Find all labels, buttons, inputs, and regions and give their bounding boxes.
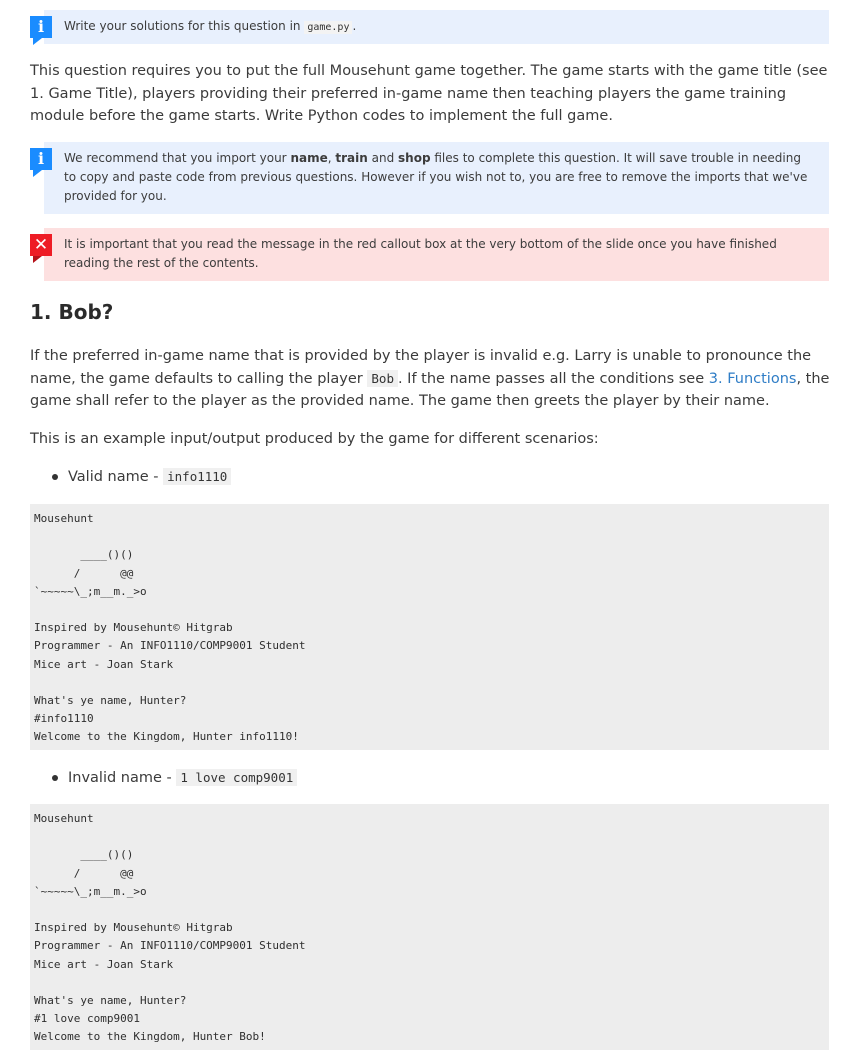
callout-text: Write your solutions for this question in bbox=[64, 19, 305, 33]
callout-text-d: files to complete this question. It will save trouble in needing to copy and paste code from previous questions. However if you wish not to, you are free to remove the imports that we've provided for you. bbox=[64, 151, 808, 203]
code-block-valid: Mousehunt ____()() / @@ `~~~~~\_;m__m._>o Inspired by Mousehunt© Hitgrab Programmer - An INFO1110/COMP9001 Student Mice art - Joan Stark What's ye name, Hunter? #info1110 Welcome to the Kingdom, Hunter info1110! bbox=[30, 504, 829, 750]
info-icon: i bbox=[30, 148, 52, 170]
example-code: info1110 bbox=[163, 468, 231, 485]
train-file-label: train bbox=[335, 151, 368, 165]
close-icon: ✕ bbox=[30, 234, 52, 256]
p1-text-b: . If the name passes all the conditions see bbox=[397, 370, 709, 387]
functions-link[interactable]: 3. Functions bbox=[708, 370, 797, 387]
example-list-invalid bbox=[30, 767, 750, 789]
example-label: Valid name - bbox=[68, 469, 164, 485]
example-label: Invalid name - bbox=[68, 770, 177, 786]
callout-text-a: We recommend that you import your bbox=[64, 151, 291, 165]
section-paragraph-1 bbox=[30, 345, 830, 413]
intro-paragraph: This question requires you to put the full Mousehunt game together. The game starts with the game title (see 1. Game Title), players providing their preferred in-game name then teaching players the game training module before the game starts. Write Python codes to implement the full game. bbox=[30, 63, 828, 124]
example-list-valid bbox=[30, 466, 750, 488]
callout-text-end: . bbox=[352, 19, 357, 33]
filename-code: game.py bbox=[304, 21, 352, 34]
warning-text: It is important that you read the message in the red callout box at the very bottom of the slide once you have finished reading the rest of the contents. bbox=[64, 237, 777, 270]
p1-text-c: , the game shall refer to the player as the provided name. The game then greets the player by their name. bbox=[30, 370, 830, 409]
code-block-invalid: Mousehunt ____()() / @@ `~~~~~\_;m__m._>o Inspired by Mousehunt© Hitgrab Programmer - An INFO1110/COMP9001 Student Mice art - Joan Stark What's ye name, Hunter? #1 love comp9001 Welcome to the Kingdom, Hunter Bob! bbox=[30, 804, 829, 1050]
shop-file-label: shop bbox=[398, 151, 431, 165]
list-item bbox=[50, 466, 750, 488]
section-paragraph-2: This is an example input/output produced by the game for different scenarios: bbox=[30, 431, 599, 447]
info-callout-imports bbox=[44, 142, 829, 214]
callout-text-c: and bbox=[367, 151, 399, 165]
warning-callout bbox=[44, 228, 829, 281]
info-callout-file bbox=[44, 10, 829, 44]
list-item bbox=[50, 767, 750, 789]
section-heading: 1. Bob? bbox=[30, 300, 114, 324]
name-file-label: name bbox=[290, 151, 328, 165]
p1-text-a: If the preferred in-game name that is provided by the player is invalid e.g. Larry is unable to pronounce the name, the game defaults to calling the player bbox=[30, 348, 812, 387]
example-code: 1 love comp9001 bbox=[176, 769, 297, 786]
callout-text-b: , bbox=[327, 151, 336, 165]
info-icon: i bbox=[30, 16, 52, 38]
default-name-code: Bob bbox=[367, 370, 398, 387]
